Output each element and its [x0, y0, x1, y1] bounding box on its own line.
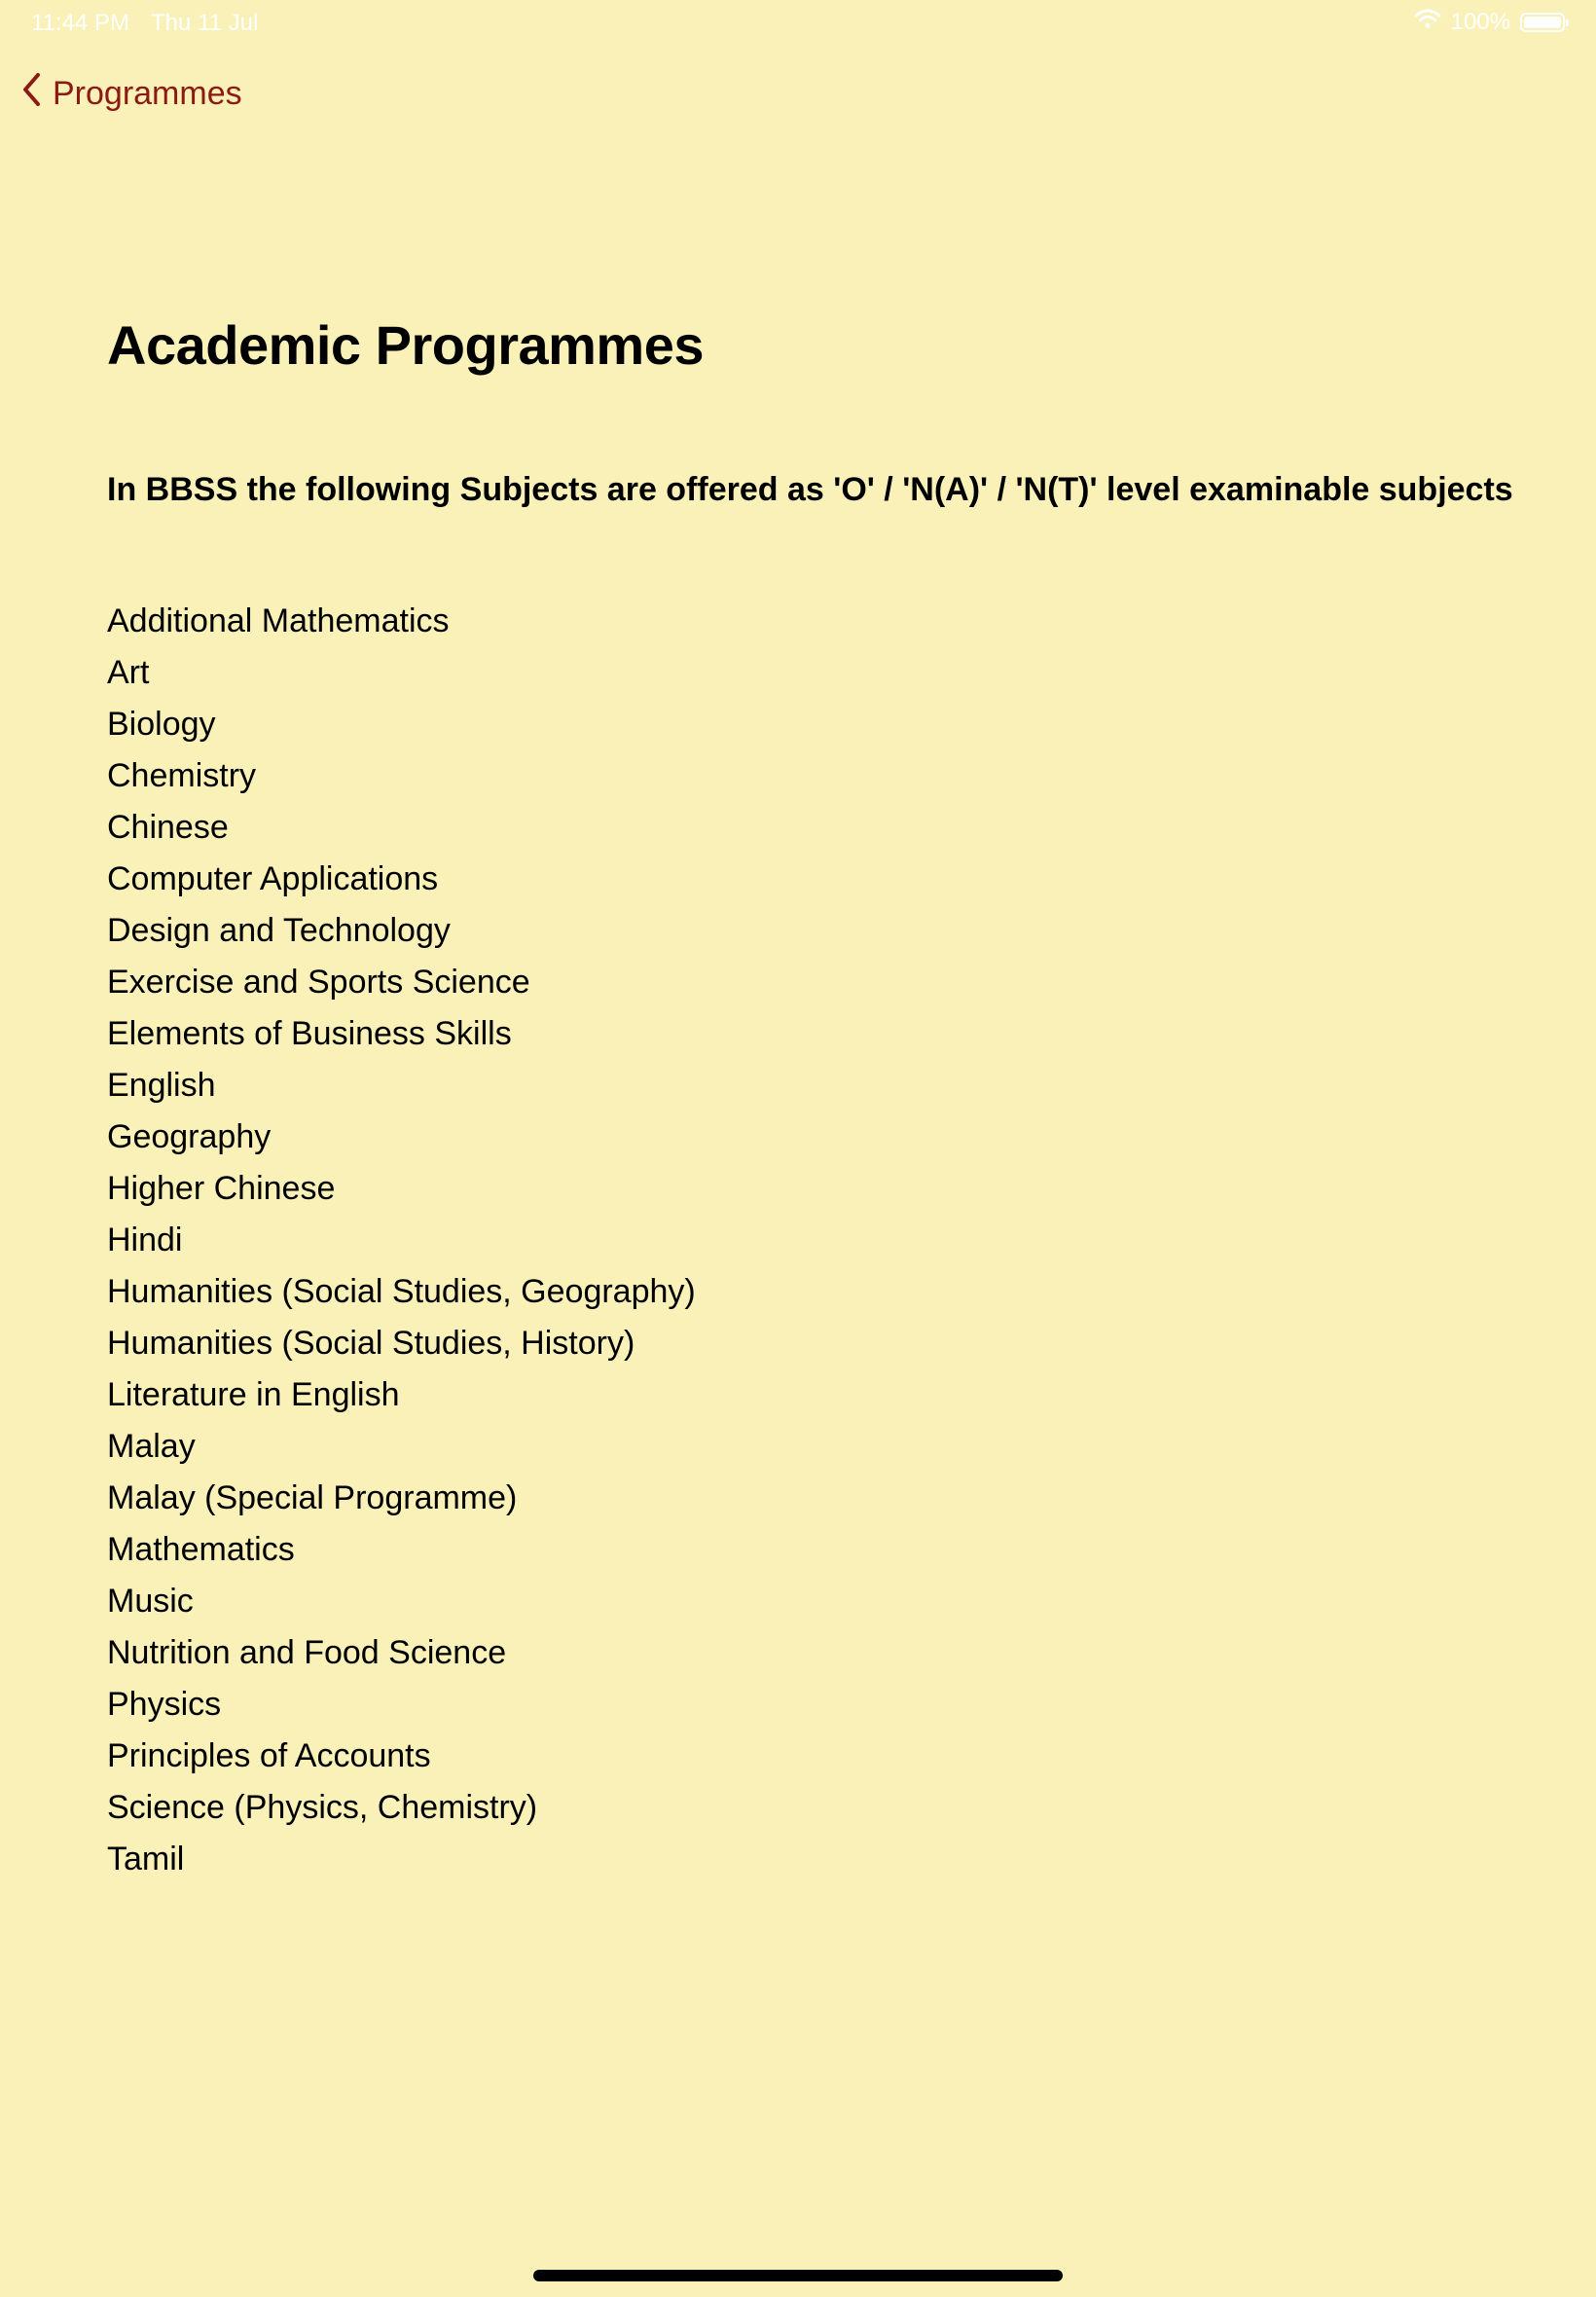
chevron-left-icon — [21, 72, 41, 116]
subject-list — [107, 596, 696, 1885]
subject-item: Mathematics — [107, 1531, 295, 1568]
subject-item: Biology — [107, 706, 216, 743]
subject-item: Humanities (Social Studies, Geography) — [107, 1273, 696, 1310]
subject-item: Science (Physics, Chemistry) — [107, 1789, 538, 1826]
subject-item: Computer Applications — [107, 860, 439, 897]
subject-item: Higher Chinese — [107, 1170, 336, 1207]
battery-icon — [1520, 13, 1565, 32]
subject-item: Nutrition and Food Science — [107, 1634, 507, 1671]
subject-item: Hindi — [107, 1221, 183, 1258]
subject-item: Malay — [107, 1428, 196, 1465]
subject-item: English — [107, 1067, 216, 1104]
status-time: 11:44 PM — [31, 10, 129, 36]
home-indicator[interactable] — [533, 2270, 1063, 2281]
subject-item: Chemistry — [107, 757, 257, 794]
battery-fill — [1524, 17, 1561, 28]
subject-item: Principles of Accounts — [107, 1737, 431, 1774]
subject-item: Additional Mathematics — [107, 602, 450, 639]
subject-item: Elements of Business Skills — [107, 1015, 512, 1052]
subject-item: Design and Technology — [107, 912, 451, 949]
subject-item: Exercise and Sports Science — [107, 964, 530, 1001]
subject-item: Physics — [107, 1686, 222, 1723]
battery-percent: 100% — [1450, 8, 1510, 35]
back-button-label: Programmes — [53, 75, 242, 112]
subject-item: Malay (Special Programme) — [107, 1479, 518, 1516]
status-bar — [0, 0, 1596, 49]
subject-item: Geography — [107, 1118, 272, 1155]
page-title: Academic Programmes — [107, 314, 705, 376]
subject-item: Literature in English — [107, 1376, 400, 1413]
back-button[interactable] — [21, 72, 242, 116]
subject-item: Chinese — [107, 809, 229, 846]
subject-item: Art — [107, 654, 150, 691]
subject-item: Humanities (Social Studies, History) — [107, 1325, 635, 1362]
subject-item: Music — [107, 1583, 194, 1620]
status-indicators — [1414, 8, 1565, 36]
intro-text: In BBSS the following Subjects are offered as 'O' / 'N(A)' / 'N(T)' level examinable subjects — [107, 471, 1513, 508]
subject-item: Tamil — [107, 1841, 185, 1878]
wifi-icon — [1414, 8, 1441, 36]
status-date: Thu 11 Jul — [151, 10, 259, 36]
